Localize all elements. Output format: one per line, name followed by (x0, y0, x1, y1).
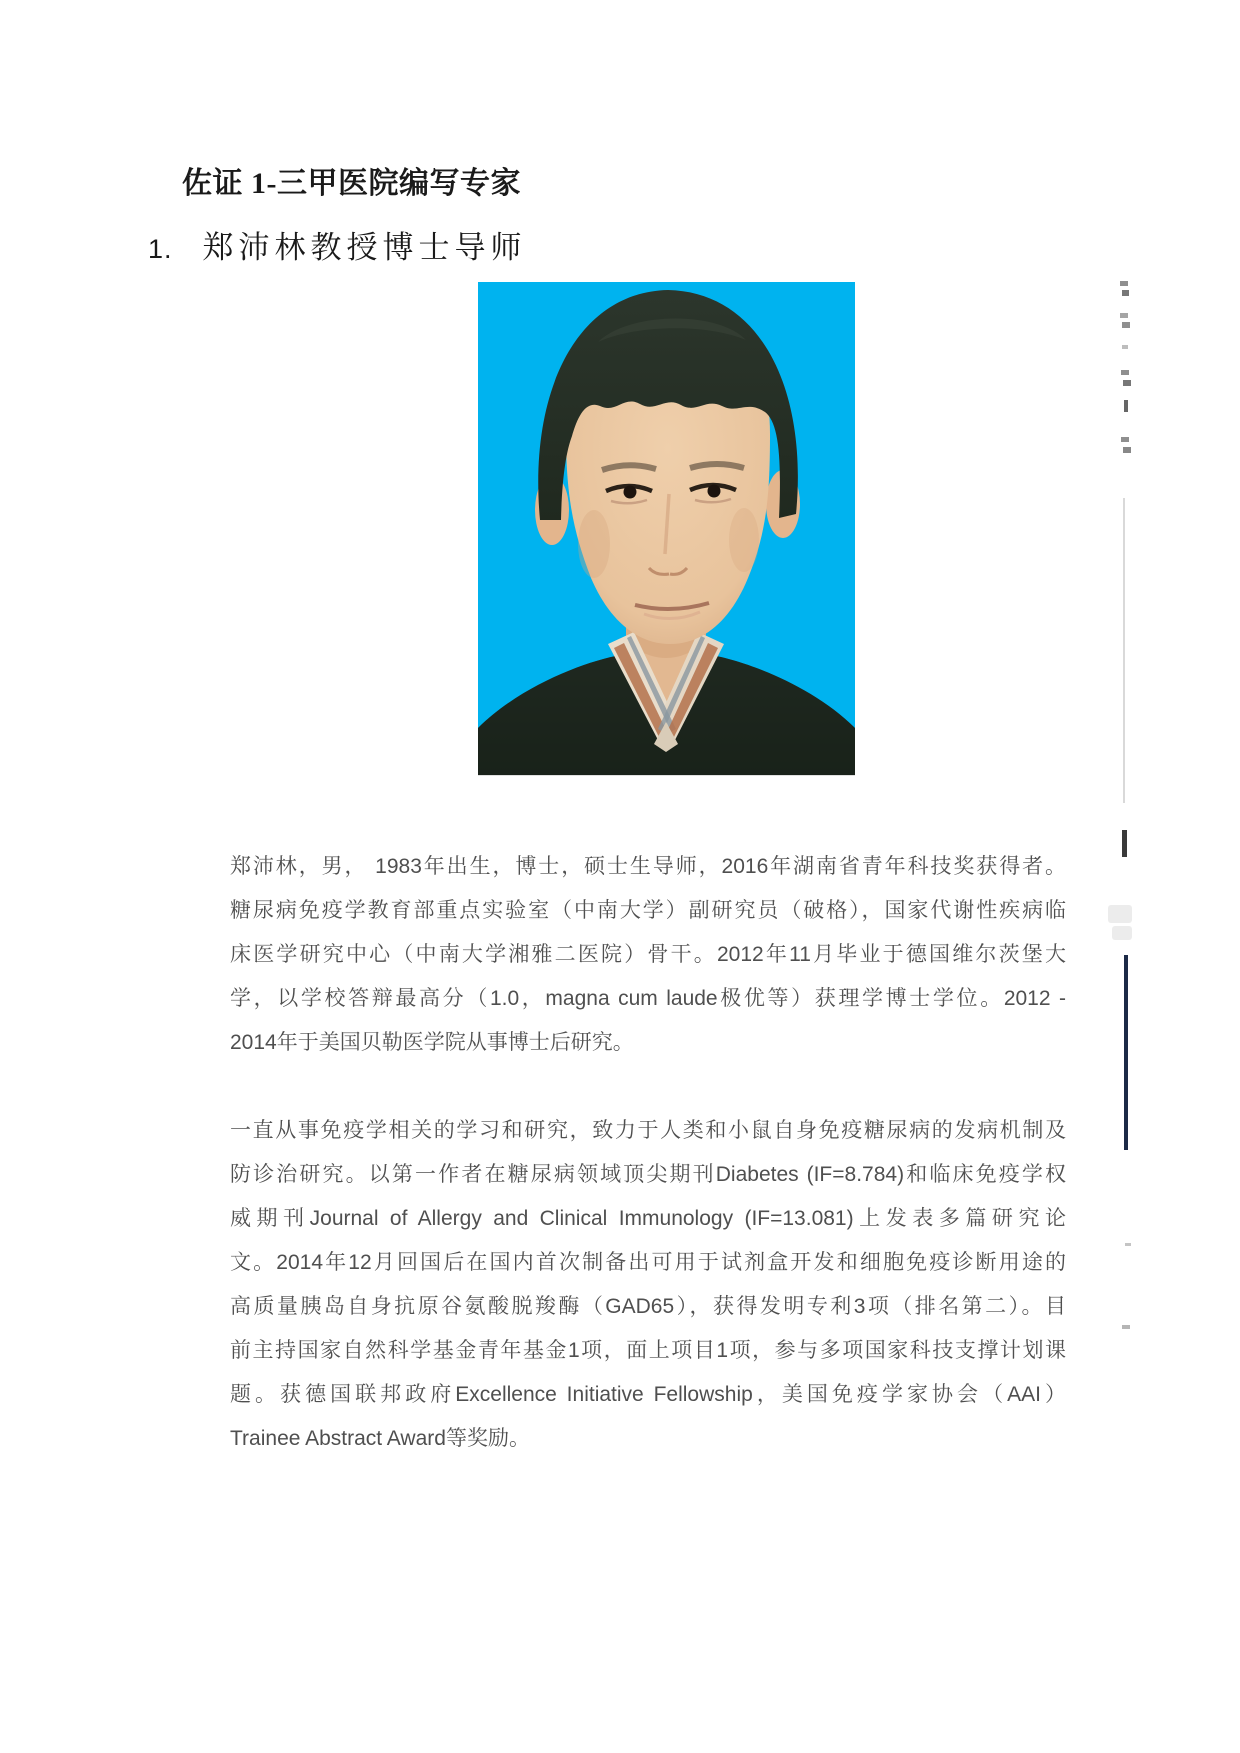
scan-artifact-smudge (1112, 926, 1132, 940)
section-number: 1. (148, 234, 173, 264)
bio-paragraph-1 (230, 845, 1066, 1065)
bio-line: 床医学研究中心（中南大学湘雅二医院）骨干。2012年11月毕业于德国维尔茨堡大 (230, 943, 1066, 966)
bio-line: 一直从事免疫学相关的学习和研究，致力于人类和小鼠自身免疫糖尿病的发病机制及 (230, 1119, 1066, 1142)
portrait-photo-graphic (478, 282, 855, 775)
scan-artifact-fragment (1122, 290, 1129, 296)
bio-line: 糖尿病免疫学教育部重点实验室（中南大学）副研究员（破格），国家代谢性疾病临 (230, 899, 1066, 922)
bio-paragraph-2 (230, 1109, 1066, 1461)
bio-line: 防诊治研究。以第一作者在糖尿病领域顶尖期刊Diabetes (IF=8.784)和临床免疫学权 (230, 1163, 1066, 1186)
bio-line: 题。获德国联邦政府Excellence Initiative Fellowship，美国免疫学家协会（AAI） (230, 1383, 1066, 1406)
portrait-photo (478, 282, 855, 775)
scan-artifact-fragment (1121, 370, 1129, 375)
scan-artifact-fragment (1120, 313, 1128, 318)
scan-artifact-fragment (1122, 345, 1128, 349)
scan-artifact-fragment (1121, 437, 1129, 442)
section-heading-text: 郑沛林教授博士导师 (202, 230, 527, 265)
scan-artifact-fragment (1124, 400, 1128, 412)
scan-artifact-fragment (1122, 322, 1130, 328)
scan-artifact-dash (1122, 1325, 1130, 1329)
scan-artifact-smudge (1108, 905, 1132, 923)
bio-line: 前主持国家自然科学基金青年基金1项，面上项目1项，参与多项国家科技支撑计划课 (230, 1339, 1066, 1362)
scan-artifact-navy-line (1124, 955, 1128, 1150)
bio-line: 威期刊Journal of Allergy and Clinical Immunology (IF=13.081)上发表多篇研究论 (230, 1207, 1066, 1230)
document-title: 佐证 1-三甲医院编写专家 (182, 167, 521, 200)
bio-line: 郑沛林，男， 1983年出生，博士，硕士生导师，2016年湖南省青年科技奖获得者。 (230, 855, 1066, 878)
bio-line: 2014年于美国贝勒医学院从事博士后研究。 (230, 1031, 634, 1054)
scan-artifact-edge-line (1123, 498, 1125, 803)
section-heading (148, 222, 527, 267)
bio-line: 文。2014年12月回国后在国内首次制备出可用于试剂盒开发和细胞免疫诊断用途的 (230, 1251, 1066, 1274)
scan-artifact-dash (1125, 1243, 1131, 1246)
scan-artifact-fragment (1120, 281, 1128, 286)
bio-line: Trainee Abstract Award等奖励。 (230, 1427, 530, 1450)
bio-line: 学，以学校答辩最高分（1.0，magna cum laude极优等）获理学博士学位。2012 - (230, 987, 1066, 1010)
scan-artifact-fragment (1123, 447, 1131, 453)
bio-line: 高质量胰岛自身抗原谷氨酸脱羧酶（GAD65），获得发明专利3项（排名第二）。目 (230, 1295, 1066, 1318)
scan-artifact-fragment (1123, 380, 1131, 386)
scan-artifact-bar (1122, 830, 1127, 857)
